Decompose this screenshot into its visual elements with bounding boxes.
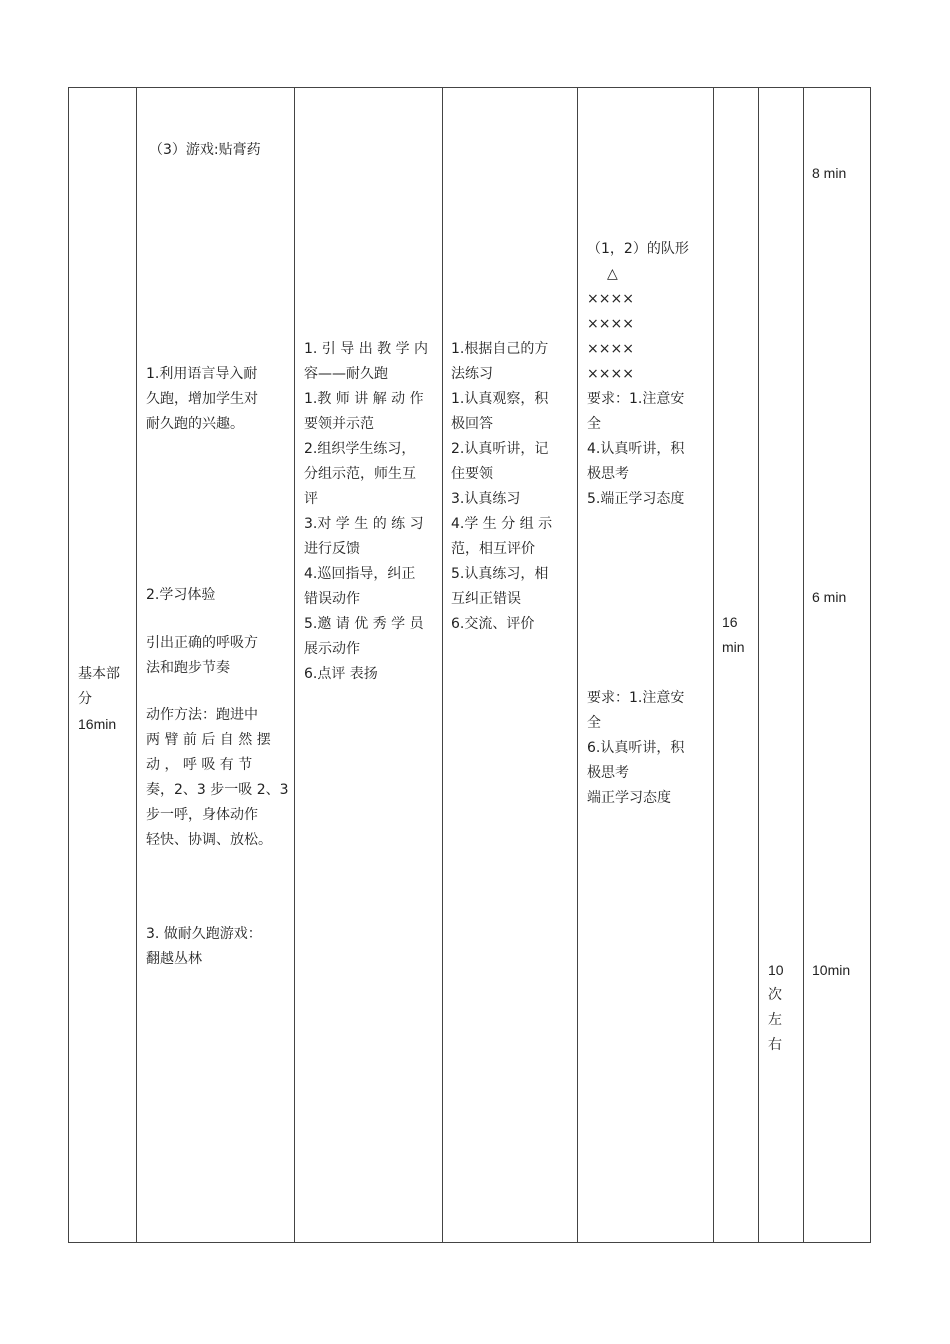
- experience-heading: 2.学习体验: [146, 587, 216, 603]
- text-line: 全: [587, 416, 601, 432]
- text-line: 1.利用语言导入耐: [146, 366, 258, 382]
- duration-experience: 6 min: [812, 589, 847, 605]
- text-line: 住要领: [451, 466, 493, 482]
- column-divider: [713, 88, 714, 1242]
- text-line: 动作方法：跑进中: [146, 707, 258, 723]
- text-line: 要领并示范: [304, 416, 374, 432]
- text-line: 极思考: [587, 765, 629, 781]
- count-text: 右: [768, 1037, 782, 1053]
- column-divider: [803, 88, 804, 1242]
- breathing-text: [146, 631, 258, 681]
- text-line: 奏，2、3 步一吸 2、3: [146, 782, 289, 798]
- duration-game: 8 min: [812, 165, 847, 181]
- repetition-count: [768, 958, 784, 1058]
- requirements-2: [587, 686, 684, 811]
- column-divider: [136, 88, 137, 1242]
- text-line: 1.认真观察，积: [451, 391, 549, 407]
- text-line: 5.端正学习态度: [587, 491, 685, 507]
- formation-row: ××××: [587, 316, 634, 332]
- student-activities: [451, 337, 552, 637]
- section-label-line: 基本部: [78, 666, 120, 682]
- count-text: 次: [768, 987, 782, 1003]
- time-value: [722, 610, 745, 660]
- text-line: 4.学 生 分 组 示: [451, 516, 553, 532]
- game-3-title: （3）游戏:贴膏药: [149, 142, 261, 158]
- text-line: 4.认真听讲，积: [587, 441, 685, 457]
- text-line: 1.教 师 讲 解 动 作: [304, 391, 424, 407]
- section-label-line: 分: [78, 691, 92, 707]
- lesson-table: [68, 87, 871, 1243]
- column-divider: [294, 88, 295, 1242]
- column-divider: [442, 88, 443, 1242]
- text-line: 要求：1.注意安: [587, 391, 685, 407]
- text-line: 进行反馈: [304, 541, 360, 557]
- text-line: 法和跑步节奏: [146, 660, 230, 676]
- section-label: [78, 662, 120, 737]
- text-line: 全: [587, 715, 601, 731]
- text-line: 久跑，增加学生对: [146, 391, 258, 407]
- game-text: [146, 922, 262, 972]
- time-unit: min: [722, 639, 745, 655]
- text-line: 步一呼，身体动作: [146, 807, 258, 823]
- method-text: [146, 703, 289, 853]
- text-line: 分组示范，师生互: [304, 466, 416, 482]
- text-line: 法练习: [451, 366, 493, 382]
- text-line: 1. 引 导 出 教 学 内: [304, 341, 429, 357]
- formation-row: ××××: [587, 341, 634, 357]
- text-line: 两 臂 前 后 自 然 摆: [146, 732, 271, 748]
- text-line: 引出正确的呼吸方: [146, 635, 258, 651]
- text-line: 轻快、协调、放松。: [146, 832, 272, 848]
- text-line: 6.交流、评价: [451, 616, 535, 632]
- text-line: 耐久跑的兴趣。: [146, 416, 244, 432]
- text-line: 要求：1.注意安: [587, 690, 685, 706]
- text-line: 错误动作: [304, 591, 360, 607]
- formation-rows: [587, 287, 634, 387]
- text-line: 4.巡回指导，纠正: [304, 566, 416, 582]
- requirements-1: [587, 387, 684, 512]
- text-line: 3. 做耐久跑游戏：: [146, 926, 262, 942]
- text-line: 范，相互评价: [451, 541, 535, 557]
- intro-text: [146, 362, 258, 437]
- text-line: 互纠正错误: [451, 591, 521, 607]
- text-line: 展示动作: [304, 641, 360, 657]
- formation-title: （1，2）的队形: [587, 241, 689, 257]
- text-line: 极思考: [587, 466, 629, 482]
- text-line: 6.点评 表扬: [304, 666, 378, 682]
- text-line: 6.认真听讲，积: [587, 740, 685, 756]
- text-line: 5.邀 请 优 秀 学 员: [304, 616, 424, 632]
- duration-endurance-game: 10min: [812, 962, 851, 978]
- text-line: 评: [304, 491, 318, 507]
- count-text: 左: [768, 1012, 782, 1028]
- time-number: 16: [722, 614, 738, 630]
- section-duration: 16min: [78, 716, 117, 732]
- text-line: 极回答: [451, 416, 493, 432]
- column-divider: [577, 88, 578, 1242]
- text-line: 2.组织学生练习，: [304, 441, 416, 457]
- teacher-activities: [304, 337, 428, 687]
- text-line: 动 ， 呼 吸 有 节: [146, 757, 253, 773]
- text-line: 5.认真练习，相: [451, 566, 549, 582]
- count-number: 10: [768, 962, 784, 978]
- column-divider: [758, 88, 759, 1242]
- text-line: 3.对 学 生 的 练 习: [304, 516, 424, 532]
- text-line: 3.认真练习: [451, 491, 521, 507]
- text-line: 2.认真听讲，记: [451, 441, 549, 457]
- formation-row: ××××: [587, 291, 634, 307]
- teacher-position-icon: △: [607, 266, 618, 282]
- text-line: 端正学习态度: [587, 790, 671, 806]
- text-line: 翻越丛林: [146, 951, 202, 967]
- formation-row: ××××: [587, 366, 634, 382]
- text-line: 1.根据自己的方: [451, 341, 549, 357]
- text-line: 容——耐久跑: [304, 366, 388, 382]
